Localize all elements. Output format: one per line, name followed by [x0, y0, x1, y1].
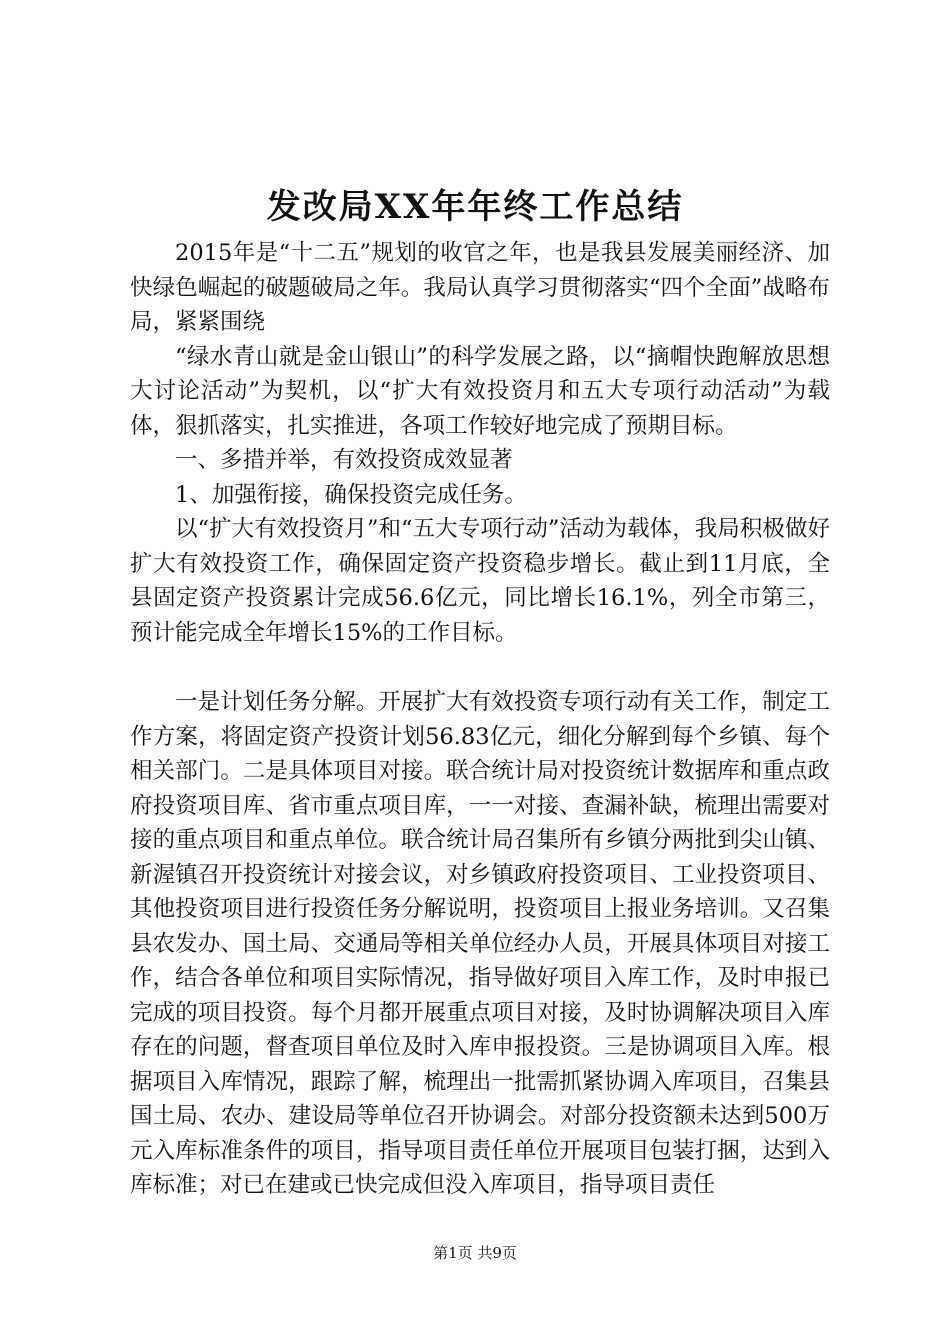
- paragraph-spacer: [130, 650, 830, 685]
- paragraph-investment-summary: 以“扩大有效投资月”和“五大专项行动”活动为载体，我局积极做好扩大有效投资工作，确保固定资产投资稳步增长。截止到11月底，全县固定资产投资累计完成56.6亿元，同比增长16.1%，列全市第三，预计能完成全年增长15%的工作目标。: [130, 516, 830, 646]
- paragraph-intro-continued: “绿水青山就是金山银山”的科学发展之路，以“摘帽快跑解放思想大讨论活动”为契机，以“扩大有效投资月和五大专项行动活动”为载体，狠抓落实，扎实推进，各项工作较好地完成了预期目标。: [130, 343, 830, 439]
- subsection-heading: 1、加强衔接，确保投资完成任务。: [175, 481, 527, 508]
- paragraph-measures: 一是计划任务分解。开展扩大有效投资专项行动有关工作，制定工作方案，将固定资产投资计划56.83亿元，细化分解到每个乡镇、每个相关部门。二是具体项目对接。联合统计局对投资统计数据库和重点政府投资项目库、省市重点项目库，一一对接、查漏补缺，梳理出需要对接的重点项目和重点单位。联合统计局召集所有乡镇分两批到尖山镇、新渥镇召开投资统计对接会议，对乡镇政府投资项目、工业投资项目、其他投资项目进行投资任务分解说明，投资项目上报业务培训。又召集县农发办、国土局、交通局等相关单位经办人员，开展具体项目对接工作，结合各单位和项目实际情况，指导做好项目入库工作，及时申报已完成的项目投资。每个月都开展重点项目对接，及时协调解决项目入库存在的问题，督查项目单位及时入库申报投资。三是协调项目入库。根据项目入库情况，跟踪了解，梳理出一批需抓紧协调入库项目，召集县国土局、农办、建设局等单位召开协调会。对部分投资额未达到500万元入库标准条件的项目，指导项目责任单位开展项目包装打捆，达到入库标准；对已在建或已快完成但没入库项目，指导项目责任: [130, 689, 830, 1198]
- page-footer: 第1页 共9页: [433, 1244, 517, 1262]
- paragraph-intro: 2015年是“十二五”规划的收官之年，也是我县发展美丽经济、加快绿色崛起的破题破局之年。我局认真学习贯彻落实“四个全面”战略布局，紧紧围绕: [130, 240, 830, 335]
- section-heading: 一、多措并举，有效投资成效显著: [175, 447, 513, 473]
- document-body: [130, 236, 830, 1203]
- document-title: 发改局XX年年终工作总结: [266, 187, 684, 227]
